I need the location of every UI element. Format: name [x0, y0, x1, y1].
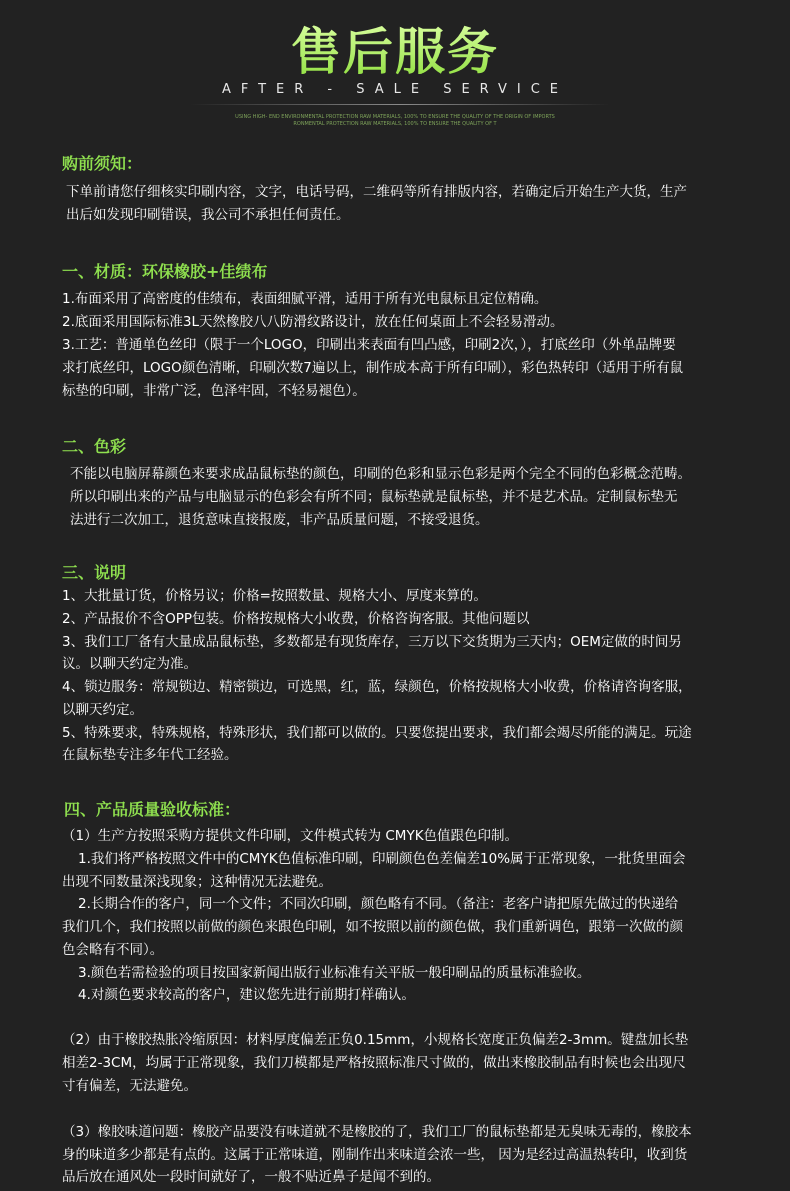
page-title: 售后服务: [0, 22, 790, 82]
text-line: 品后放在通风处一段时间就好了，一般不贴近鼻子是闻不到的。: [62, 1169, 440, 1185]
text-line: 1.我们将严格按照文件中的CMYK色值标准印刷，印刷颜色色差偏差10%属于正常现象，一批货里面会: [78, 851, 686, 867]
text-line: （1）生产方按照采购方提供文件印刷，文件模式转为 CMYK色值跟色印制。: [62, 828, 519, 844]
text-line: 2、产品报价不含OPP包装。价格按规格大小收费，价格咨询客服。其他问题以: [62, 611, 530, 627]
text-line: 相差2-3CM，均属于正常现象，我们刀模都是严格按照标准尺寸做的，做出来橡胶制品有时候也会出现尺: [62, 1055, 686, 1071]
text-line: （2）由于橡胶热胀冷缩原因：材料厚度偏差正负0.15mm，小规格长宽度正负偏差2-3mm。键盘加长垫: [62, 1032, 689, 1048]
fine-print-1: USING HIGH- END ENVIRONMENTAL PROTECTION RAW MATERIALS, 100% TO ENSURE THE QUALITY OF THE ORIGIN OF IMPORTS: [235, 114, 555, 120]
text-line: 寸有偏差，无法避免。: [62, 1078, 197, 1094]
text-line: 法进行二次加工，退货意味直接报废，非产品质量问题，不接受退货。: [70, 512, 489, 528]
page-subtitle: AFTER - SALE SERVICE: [221, 82, 569, 97]
text-line: 3.工艺：普通单色丝印（限于一个LOGO，印刷出来表面有凹凸感，印刷2次，），打底丝印（外单品牌要: [62, 337, 676, 353]
text-line: （3）橡胶味道问题：橡胶产品要没有味道就不是橡胶的了，我们工厂的鼠标垫都是无臭味无毒的，橡胶本: [62, 1124, 692, 1140]
text-line: 色会略有不同）。: [62, 942, 164, 958]
text-line: 所以印刷出来的产品与电脑显示的色彩会有所不同；鼠标垫就是鼠标垫，并不是艺术品。定制鼠标垫无: [70, 489, 678, 505]
text-line: 2.长期合作的客户，同一个文件；不同次印刷，颜色略有不同。（备注：老客户请把原先做过的快递给: [78, 896, 679, 912]
text-line: 3、我们工厂备有大量成品鼠标垫，多数都是有现货库存，三万以下交货期为三天内；OEM定做的时间另: [62, 634, 682, 650]
text-line: 下单前请您仔细核实印刷内容，文字，电话号码，二维码等所有排版内容，若确定后开始生产大货，生产: [66, 184, 687, 200]
text-line: 出后如发现印刷错误，我公司不承担任何责任。: [66, 207, 350, 223]
text-line: 不能以电脑屏幕颜色来要求成品鼠标垫的颜色，印刷的色彩和显示色彩是两个完全不同的色彩概念范畴。: [70, 466, 691, 482]
text-line: 我们几个，我们按照以前做的颜色来跟色印刷，如不按照以前的颜色做，我们重新调色，跟第一次做的颜: [62, 919, 683, 935]
section-title-pre-purchase: 购前须知：: [62, 154, 143, 173]
text-line: 身的味道多少都是有点的。这属于正常味道，刚制作出来味道会浓一些， 因为是经过高温热转印，收到货: [62, 1147, 688, 1163]
section-title-color: 二、色彩: [62, 437, 127, 456]
fine-print-2: RONMENTAL PROTECTION RAW MATERIALS, 100% TO ENSURE THE QUALITY OF T: [293, 121, 497, 127]
text-line: 4、锁边服务：常规锁边、精密锁边，可选黑，红，蓝，绿颜色，价格按规格大小收费，价格请咨询客服，: [62, 679, 692, 695]
section-title-quality: 四、产品质量验收标准：: [64, 800, 241, 819]
text-line: 求打底丝印，LOGO颜色清晰，印刷次数7遍以上，制作成本高于所有印刷），彩色热转印（适用于所有鼠: [62, 360, 684, 376]
text-line: 出现不同数量深浅现象；这种情况无法避免。: [62, 874, 332, 890]
page-header: [0, 0, 790, 140]
section-title-notes: 三、说明: [62, 563, 127, 582]
text-line: 在鼠标垫专注多年代工经验。: [62, 747, 238, 763]
text-line: 3.颜色若需检验的项目按国家新闻出版行业标准有关平版一般印刷品的质量标准验收。: [78, 965, 591, 981]
header-divider: [190, 104, 610, 105]
text-line: 以聊天约定。: [62, 702, 143, 718]
text-line: 2.底面采用国际标准3L天然橡胶八八防滑纹路设计，放在任何桌面上不会轻易滑动。: [62, 314, 564, 330]
section-title-material: 一、材质：环保橡胶+佳绩布: [62, 262, 268, 281]
text-line: 标垫的印刷，非常广泛，色泽牢固，不轻易褪色）。: [62, 383, 366, 399]
text-line: 4.对颜色要求较高的客户，建议您先进行前期打样确认。: [78, 987, 415, 1003]
text-line: 1.布面采用了高密度的佳绩布，表面细腻平滑，适用于所有光电鼠标且定位精确。: [62, 291, 548, 307]
text-line: 5、特殊要求，特殊规格，特殊形状，我们都可以做的。只要您提出要求，我们都会竭尽所能的满足。玩途: [62, 725, 692, 741]
text-line: 1、大批量订货，价格另议；价格=按照数量、规格大小、厚度来算的。: [62, 588, 487, 604]
text-line: 议。以聊天约定为准。: [62, 656, 197, 672]
